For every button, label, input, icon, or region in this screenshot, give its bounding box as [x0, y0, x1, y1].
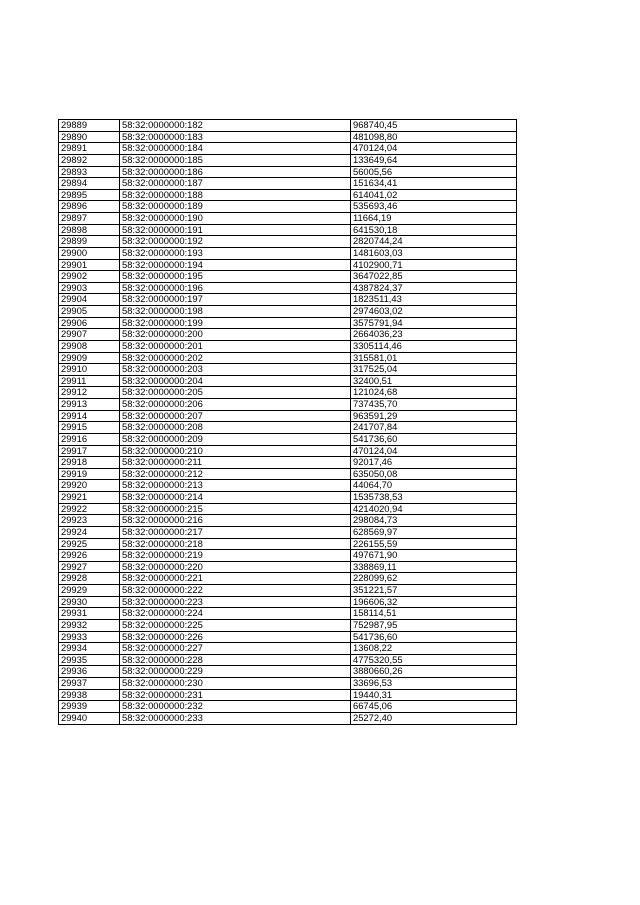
cadastral-number-cell: 58:32:0000000:216 [120, 515, 351, 527]
row-number-cell: 29919 [59, 468, 120, 480]
row-number-cell: 29891 [59, 143, 120, 155]
table-row [59, 352, 517, 364]
cadastral-number-cell: 58:32:0000000:188 [120, 189, 351, 201]
cadastral-number-cell: 58:32:0000000:206 [120, 399, 351, 411]
value-cell: 2820744,24 [351, 236, 517, 248]
row-number-cell: 29910 [59, 364, 120, 376]
table-row [59, 526, 517, 538]
table-row [59, 294, 517, 306]
table-row [59, 375, 517, 387]
cadastral-number-cell: 58:32:0000000:191 [120, 224, 351, 236]
cadastral-number-cell: 58:32:0000000:211 [120, 457, 351, 469]
cadastral-number-cell: 58:32:0000000:232 [120, 701, 351, 713]
value-cell: 317525,04 [351, 364, 517, 376]
row-number-cell: 29914 [59, 410, 120, 422]
table-row [59, 282, 517, 294]
row-number-cell: 29938 [59, 689, 120, 701]
row-number-cell: 29897 [59, 213, 120, 225]
cadastral-number-cell: 58:32:0000000:215 [120, 503, 351, 515]
cadastral-number-cell: 58:32:0000000:231 [120, 689, 351, 701]
row-number-cell: 29905 [59, 306, 120, 318]
cadastral-number-cell: 58:32:0000000:202 [120, 352, 351, 364]
value-cell: 19440,31 [351, 689, 517, 701]
cadastral-number-cell: 58:32:0000000:220 [120, 561, 351, 573]
value-cell: 2974603,02 [351, 306, 517, 318]
table-row [59, 631, 517, 643]
value-cell: 737435,70 [351, 399, 517, 411]
table-row [59, 433, 517, 445]
cadastral-number-cell: 58:32:0000000:228 [120, 654, 351, 666]
table-row [59, 410, 517, 422]
value-cell: 66745,06 [351, 701, 517, 713]
cadastral-number-cell: 58:32:0000000:190 [120, 213, 351, 225]
row-number-cell: 29921 [59, 492, 120, 504]
table-row [59, 224, 517, 236]
value-cell: 963591,29 [351, 410, 517, 422]
value-cell: 1535738,53 [351, 492, 517, 504]
value-cell: 1823511,43 [351, 294, 517, 306]
cadastral-number-cell: 58:32:0000000:194 [120, 259, 351, 271]
table-row [59, 154, 517, 166]
row-number-cell: 29893 [59, 166, 120, 178]
value-cell: 1481603,03 [351, 247, 517, 259]
value-cell: 3880660,26 [351, 666, 517, 678]
row-number-cell: 29932 [59, 619, 120, 631]
cadastral-number-cell: 58:32:0000000:209 [120, 433, 351, 445]
cadastral-number-cell: 58:32:0000000:217 [120, 526, 351, 538]
table-row [59, 678, 517, 690]
table-row [59, 178, 517, 190]
cadastral-number-cell: 58:32:0000000:193 [120, 247, 351, 259]
table-row [59, 201, 517, 213]
value-cell: 628569,97 [351, 526, 517, 538]
value-cell: 13608,22 [351, 643, 517, 655]
row-number-cell: 29902 [59, 271, 120, 283]
table-row [59, 189, 517, 201]
table-row [59, 271, 517, 283]
cadastral-number-cell: 58:32:0000000:219 [120, 550, 351, 562]
cadastral-number-cell: 58:32:0000000:210 [120, 445, 351, 457]
table-row [59, 480, 517, 492]
row-number-cell: 29916 [59, 433, 120, 445]
cadastral-number-cell: 58:32:0000000:189 [120, 201, 351, 213]
value-cell: 614041,02 [351, 189, 517, 201]
row-number-cell: 29918 [59, 457, 120, 469]
value-cell: 241707,84 [351, 422, 517, 434]
cadastral-number-cell: 58:32:0000000:195 [120, 271, 351, 283]
value-cell: 158114,51 [351, 608, 517, 620]
row-number-cell: 29939 [59, 701, 120, 713]
table-row [59, 585, 517, 597]
row-number-cell: 29907 [59, 329, 120, 341]
row-number-cell: 29894 [59, 178, 120, 190]
row-number-cell: 29937 [59, 678, 120, 690]
table-row [59, 573, 517, 585]
row-number-cell: 29915 [59, 422, 120, 434]
value-cell: 338869,11 [351, 561, 517, 573]
cadastral-number-cell: 58:32:0000000:184 [120, 143, 351, 155]
table-row [59, 120, 517, 132]
row-number-cell: 29908 [59, 340, 120, 352]
table-row [59, 654, 517, 666]
row-number-cell: 29913 [59, 399, 120, 411]
row-number-cell: 29892 [59, 154, 120, 166]
cadastral-number-cell: 58:32:0000000:227 [120, 643, 351, 655]
value-cell: 968740,45 [351, 120, 517, 132]
row-number-cell: 29900 [59, 247, 120, 259]
row-number-cell: 29917 [59, 445, 120, 457]
cadastral-number-cell: 58:32:0000000:185 [120, 154, 351, 166]
table-row [59, 259, 517, 271]
value-cell: 541736,60 [351, 631, 517, 643]
table-row [59, 457, 517, 469]
table-row [59, 340, 517, 352]
value-cell: 298084,73 [351, 515, 517, 527]
cadastral-number-cell: 58:32:0000000:186 [120, 166, 351, 178]
cadastral-number-cell: 58:32:0000000:224 [120, 608, 351, 620]
cadastral-number-cell: 58:32:0000000:183 [120, 131, 351, 143]
cadastral-number-cell: 58:32:0000000:200 [120, 329, 351, 341]
value-cell: 315581,01 [351, 352, 517, 364]
value-cell: 3647022,85 [351, 271, 517, 283]
row-number-cell: 29889 [59, 120, 120, 132]
table-row [59, 503, 517, 515]
value-cell: 92017,46 [351, 457, 517, 469]
table-row [59, 712, 517, 724]
row-number-cell: 29920 [59, 480, 120, 492]
cadastral-number-cell: 58:32:0000000:208 [120, 422, 351, 434]
value-cell: 25272,40 [351, 712, 517, 724]
cadastral-number-cell: 58:32:0000000:222 [120, 585, 351, 597]
table-row [59, 515, 517, 527]
value-cell: 196606,32 [351, 596, 517, 608]
row-number-cell: 29911 [59, 375, 120, 387]
row-number-cell: 29936 [59, 666, 120, 678]
table-row [59, 364, 517, 376]
row-number-cell: 29927 [59, 561, 120, 573]
value-cell: 133649,64 [351, 154, 517, 166]
cadastral-number-cell: 58:32:0000000:199 [120, 317, 351, 329]
value-cell: 3575791,94 [351, 317, 517, 329]
row-number-cell: 29899 [59, 236, 120, 248]
table-row [59, 143, 517, 155]
table-row [59, 329, 517, 341]
cadastral-number-cell: 58:32:0000000:226 [120, 631, 351, 643]
table-row [59, 550, 517, 562]
table-row [59, 236, 517, 248]
row-number-cell: 29896 [59, 201, 120, 213]
value-cell: 470124,04 [351, 143, 517, 155]
value-cell: 470124,04 [351, 445, 517, 457]
value-cell: 4387824,37 [351, 282, 517, 294]
cadastral-number-cell: 58:32:0000000:218 [120, 538, 351, 550]
table-row [59, 213, 517, 225]
cadastral-number-cell: 58:32:0000000:225 [120, 619, 351, 631]
row-number-cell: 29912 [59, 387, 120, 399]
row-number-cell: 29904 [59, 294, 120, 306]
table-row [59, 468, 517, 480]
table-row [59, 317, 517, 329]
cadastral-number-cell: 58:32:0000000:192 [120, 236, 351, 248]
value-cell: 44064,70 [351, 480, 517, 492]
cadastral-number-cell: 58:32:0000000:233 [120, 712, 351, 724]
row-number-cell: 29924 [59, 526, 120, 538]
cadastral-number-cell: 58:32:0000000:182 [120, 120, 351, 132]
cadastral-number-cell: 58:32:0000000:196 [120, 282, 351, 294]
value-cell: 228099,62 [351, 573, 517, 585]
row-number-cell: 29903 [59, 282, 120, 294]
table-row [59, 643, 517, 655]
table-row [59, 422, 517, 434]
cadastral-number-cell: 58:32:0000000:203 [120, 364, 351, 376]
row-number-cell: 29923 [59, 515, 120, 527]
row-number-cell: 29901 [59, 259, 120, 271]
table-row [59, 131, 517, 143]
value-cell: 33696,53 [351, 678, 517, 690]
row-number-cell: 29906 [59, 317, 120, 329]
value-cell: 641530,18 [351, 224, 517, 236]
table-row [59, 596, 517, 608]
row-number-cell: 29931 [59, 608, 120, 620]
data-table [58, 119, 517, 725]
table-row [59, 666, 517, 678]
table-row [59, 247, 517, 259]
value-cell: 32400,51 [351, 375, 517, 387]
value-cell: 535693,46 [351, 201, 517, 213]
value-cell: 752987,95 [351, 619, 517, 631]
value-cell: 541736,60 [351, 433, 517, 445]
value-cell: 4214020,94 [351, 503, 517, 515]
row-number-cell: 29909 [59, 352, 120, 364]
row-number-cell: 29930 [59, 596, 120, 608]
value-cell: 3305114,46 [351, 340, 517, 352]
value-cell: 226155,59 [351, 538, 517, 550]
table-row [59, 399, 517, 411]
cadastral-number-cell: 58:32:0000000:230 [120, 678, 351, 690]
row-number-cell: 29898 [59, 224, 120, 236]
table-row [59, 538, 517, 550]
cadastral-number-cell: 58:32:0000000:204 [120, 375, 351, 387]
table-row [59, 608, 517, 620]
cadastral-number-cell: 58:32:0000000:214 [120, 492, 351, 504]
cadastral-number-cell: 58:32:0000000:197 [120, 294, 351, 306]
cadastral-number-cell: 58:32:0000000:207 [120, 410, 351, 422]
value-cell: 497671,90 [351, 550, 517, 562]
cadastral-number-cell: 58:32:0000000:221 [120, 573, 351, 585]
row-number-cell: 29928 [59, 573, 120, 585]
cadastral-number-cell: 58:32:0000000:229 [120, 666, 351, 678]
cadastral-number-cell: 58:32:0000000:201 [120, 340, 351, 352]
row-number-cell: 29925 [59, 538, 120, 550]
value-cell: 481098,80 [351, 131, 517, 143]
row-number-cell: 29929 [59, 585, 120, 597]
value-cell: 4775320,55 [351, 654, 517, 666]
cadastral-number-cell: 58:32:0000000:223 [120, 596, 351, 608]
row-number-cell: 29940 [59, 712, 120, 724]
row-number-cell: 29922 [59, 503, 120, 515]
cadastral-number-cell: 58:32:0000000:187 [120, 178, 351, 190]
value-cell: 2664036,23 [351, 329, 517, 341]
table-row [59, 306, 517, 318]
row-number-cell: 29895 [59, 189, 120, 201]
cadastral-number-cell: 58:32:0000000:205 [120, 387, 351, 399]
table-row [59, 701, 517, 713]
value-cell: 351221,57 [351, 585, 517, 597]
table-body [59, 120, 517, 725]
row-number-cell: 29933 [59, 631, 120, 643]
row-number-cell: 29935 [59, 654, 120, 666]
table-row [59, 619, 517, 631]
table-row [59, 445, 517, 457]
cadastral-number-cell: 58:32:0000000:212 [120, 468, 351, 480]
value-cell: 151634,41 [351, 178, 517, 190]
row-number-cell: 29890 [59, 131, 120, 143]
value-cell: 4102900,71 [351, 259, 517, 271]
table-row [59, 561, 517, 573]
value-cell: 11664,19 [351, 213, 517, 225]
table-row [59, 492, 517, 504]
value-cell: 635050,08 [351, 468, 517, 480]
table-row [59, 689, 517, 701]
cadastral-number-cell: 58:32:0000000:213 [120, 480, 351, 492]
table-row [59, 166, 517, 178]
row-number-cell: 29934 [59, 643, 120, 655]
table-row [59, 387, 517, 399]
value-cell: 56005,56 [351, 166, 517, 178]
cadastral-number-cell: 58:32:0000000:198 [120, 306, 351, 318]
value-cell: 121024,68 [351, 387, 517, 399]
row-number-cell: 29926 [59, 550, 120, 562]
